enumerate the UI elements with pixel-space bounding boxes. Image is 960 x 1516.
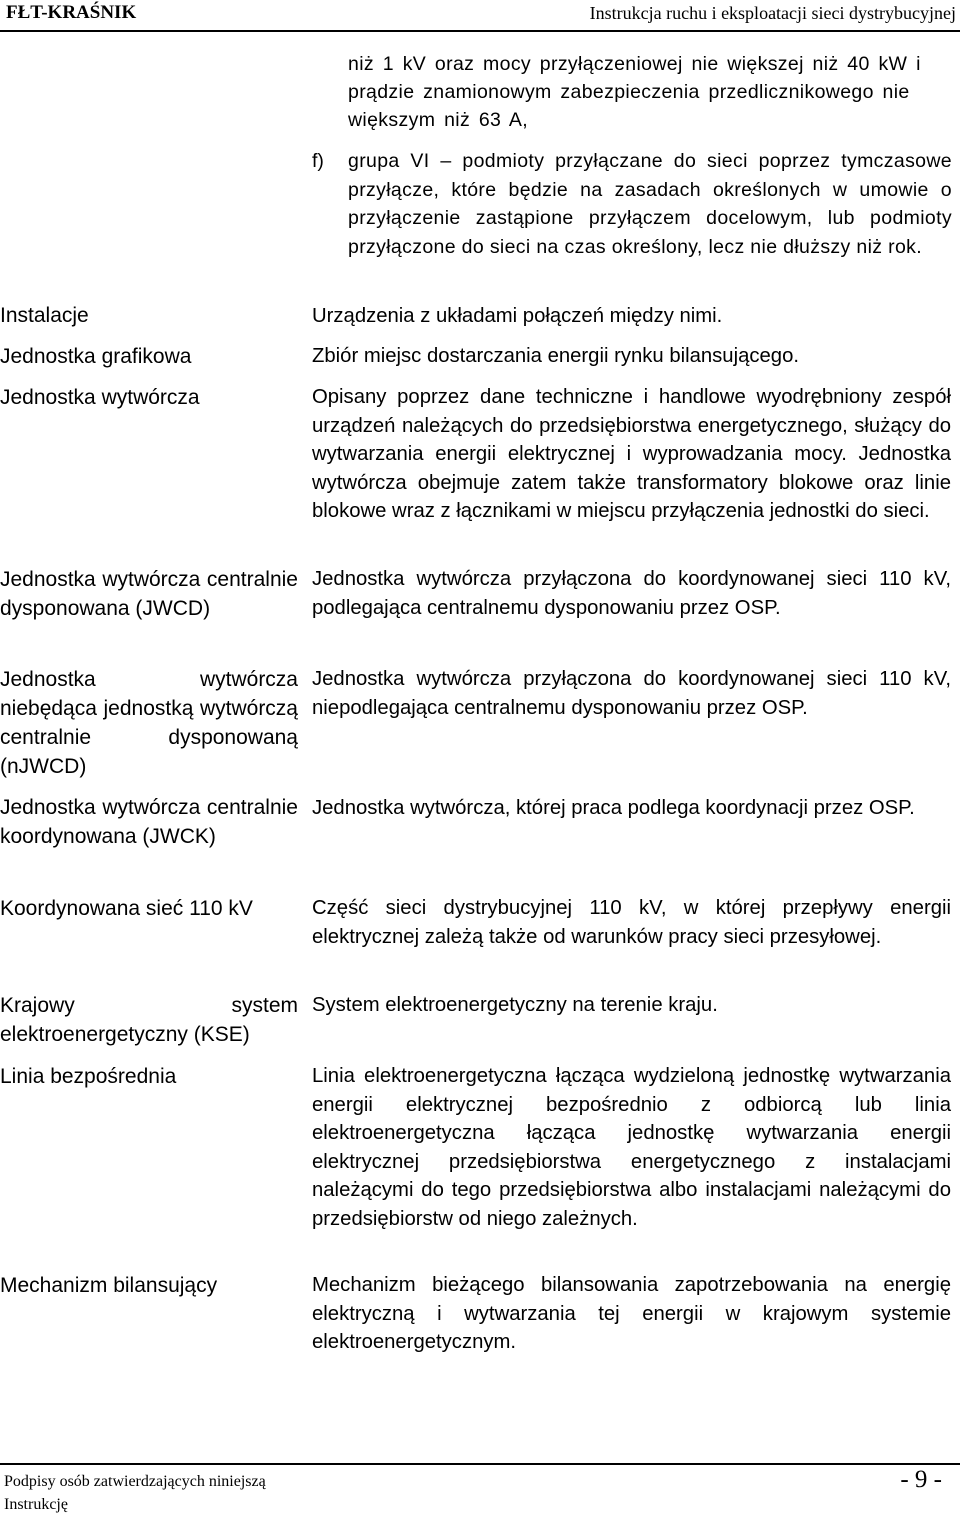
term-jwcd: Jednostka wytwórcza centralnie dysponowana (JWCD) xyxy=(0,568,298,620)
term-jednostka-grafikowa: Jednostka grafikowa xyxy=(0,345,192,368)
term-mechanizm-bilansujacy: Mechanizm bilansujący xyxy=(0,1274,218,1297)
definition-koordynowana-siec: Część sieci dystrybucyjnej 110 kV, w której przepływy energii elektrycznej zależą także od warunków pracy sieci przesyłowej. xyxy=(312,897,951,948)
definition-jednostka-wytworcza: Opisany poprzez dane techniczne i handlowe wyodrębniony zespół urządzeń należących do przedsiębiorstwa energetycznego, służący do wytwarzania energii elektrycznej i wyprowadzania mocy. Jednostka wytwórcza obejmuje zatem także transformatory blokowe oraz linie blokowe wraz z łącznikami w miejscu przyłączenia jednostki do sieci. xyxy=(312,386,951,522)
footer-divider xyxy=(0,1463,960,1465)
page-header xyxy=(0,0,960,32)
term-kse: Krajowy system elektroenergetyczny (KSE) xyxy=(0,994,298,1046)
footer-signatures-note: Podpisy osób zatwierdzających niniejszą Instrukcję xyxy=(4,1473,266,1513)
definition-mechanizm-bilansujacy: Mechanizm bieżącego bilansowania zapotrzebowania na energię elektryczną i wytwarzania tej energii w krajowym systemie elektroenergetycznym. xyxy=(312,1274,951,1353)
term-jednostka-wytworcza: Jednostka wytwórcza xyxy=(0,386,200,409)
list-marker: f) xyxy=(312,150,324,172)
term-instalacje: Instalacje xyxy=(0,304,89,327)
intro-continuation: niż 1 kV oraz mocy przyłączeniowej nie większej niż 40 kW i prądzie znamionowym zabezpieczenia przedlicznikowego nie większym niż 63 A, xyxy=(348,53,921,131)
list-item-text: grupa VI – podmioty przyłączane do sieci poprzez tymczasowe przyłącze, które będzie na zasadach określonych w umowie o przyłączenie zastąpione przyłączem docelowym, lub podmioty przyłączone do sieci na czas określony, lecz nie dłuższy niż rok. xyxy=(348,150,952,258)
company-name: FŁT-KRAŚNIK xyxy=(6,2,137,23)
definition-jednostka-grafikowa: Zbiór miejsc dostarczania energii rynku bilansującego. xyxy=(312,345,799,367)
term-jwck: Jednostka wytwórcza centralnie koordynowana (JWCK) xyxy=(0,796,298,848)
definition-kse: System elektroenergetyczny na terenie kraju. xyxy=(312,994,718,1016)
definition-njwcd: Jednostka wytwórcza przyłączona do koordynowanej sieci 110 kV, niepodlegająca centralnemu dysponowaniu przez OSP. xyxy=(312,668,951,719)
definition-jwcd: Jednostka wytwórcza przyłączona do koordynowanej sieci 110 kV, podlegająca centralnemu dysponowaniu przez OSP. xyxy=(312,568,951,619)
document-title: Instrukcja ruchu i eksploatacji sieci dystrybucyjnej xyxy=(589,3,956,23)
term-njwcd: Jednostka wytwórcza niebędąca jednostką wytwórczą centralnie dysponowaną (nJWCD) xyxy=(0,668,298,778)
term-linia-bezposrednia: Linia bezpośrednia xyxy=(0,1065,177,1088)
definition-instalacje: Urządzenia z układami połączeń między nimi. xyxy=(312,305,723,327)
page-number: - 9 - xyxy=(900,1466,942,1493)
definition-jwck: Jednostka wytwórcza, której praca podlega koordynacji przez OSP. xyxy=(312,797,915,819)
definition-linia-bezposrednia: Linia elektroenergetyczna łącząca wydzieloną jednostkę wytwarzania energii elektrycznej bezpośrednio z odbiorcą lub linia elektroenergetyczna łącząca jednostkę wytwarzania energii elektrycznej przedsiębiorstwa energetycznego z instalacjami należącymi do tego przedsiębiorstwa albo instalacjami należącymi do przedsiębiorstw od niego zależnych. xyxy=(312,1065,951,1230)
term-koordynowana-siec: Koordynowana sieć 110 kV xyxy=(0,897,253,920)
